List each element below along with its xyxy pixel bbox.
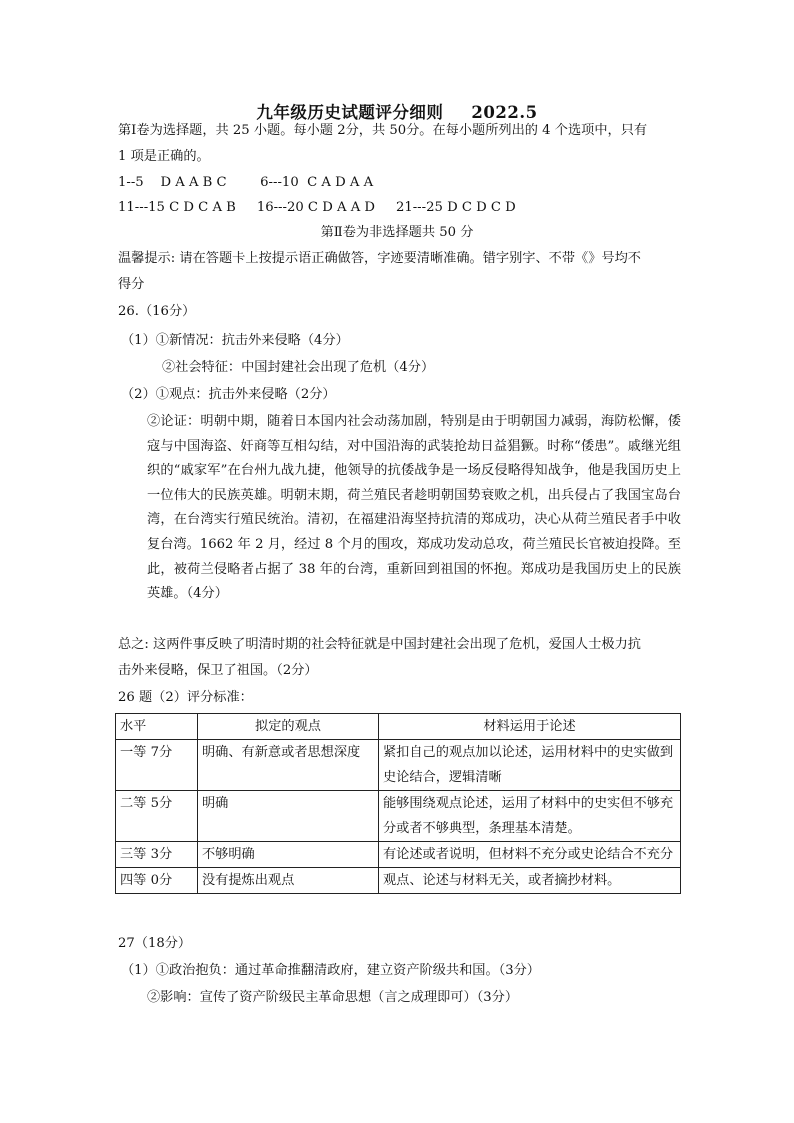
table-header-material: 材料运用于论述	[379, 714, 681, 740]
table-header-level: 水平	[116, 714, 198, 740]
table-cell-view: 不够明确	[198, 842, 379, 868]
table-row	[116, 842, 681, 868]
q26-1-social-feature: ②社会特征：中国封建社会出现了危机（4分）	[162, 360, 435, 375]
part1-intro-line1: 第Ⅰ卷为选择题，共 25 小题。每小题 2分，共 50分。在每小题所列出的 4 个选项中，只有	[118, 123, 648, 138]
table-cell-level: 四等 0分	[116, 868, 198, 894]
summary-line1: 总之: 这两件事反映了明清时期的社会特征就是中国封建社会出现了危机，爱国人士极力抗	[118, 637, 641, 652]
table-caption: 26 题（2）评分标准：	[118, 690, 253, 705]
table-cell-view: 没有提炼出观点	[198, 868, 379, 894]
answers-row-2: 11---15 C D C A B 16---20 C D A A D 21---25 D C D C D	[118, 200, 516, 215]
q26-heading: 26.（16分）	[118, 304, 196, 319]
summary-line2: 击外来侵略，保卫了祖国。（2分）	[118, 663, 318, 678]
table-cell-level: 三等 3分	[116, 842, 198, 868]
table-cell-material: 有论述或者说明，但材料不充分或史论结合不充分	[379, 842, 681, 868]
q26-2-argument	[133, 410, 681, 607]
title-year: 2022.5	[471, 103, 538, 122]
part2-title: 第Ⅱ卷为非选择题共 50 分	[320, 225, 474, 240]
table-cell-material: 能够围绕观点论述，运用了材料中的史实但不够充分或者不够典型，条理基本清楚。	[379, 791, 681, 842]
part1-intro-line2: 1 项是正确的。	[118, 149, 210, 164]
q27-1-ambition: （1）①政治抱负：通过革命推翻清政府，建立资产阶级共和国。（3分）	[121, 963, 540, 978]
argument-text: ②论证：明朝中期，随着日本国内社会动荡加剧，特别是由于明朝国力减弱，海防松懈，倭寇与中国海盗、奸商等互相勾结，对中国沿海的武装抢劫日益猖獗。时称“倭患”。戚继光组织的“戚家军”在台州九战九捷，他领导的抗倭战争是一场反侵略得知战争，他是我国历史上一位伟大的民族英雄。明朝末期，荷兰殖民者趁明朝国势衰败之机，出兵侵占了我国宝岛台湾，在台湾实行殖民统治。清初，在福建沿海坚持抗清的郑成功，决心从荷兰殖民者手中收复台湾。1662 年 2 月，经过 8 个月的围攻，郑成功发动总攻，荷兰殖民长官被迫投降。至此，被荷兰侵略者占据了 38 年的台湾，重新回到祖国的怀抱。郑成功是我国历史上的民族英雄。（4分）	[147, 414, 681, 602]
table-cell-view: 明确、有新意或者思想深度	[198, 740, 379, 791]
tip-line1: 温馨提示: 请在答题卡上按提示语正确做答，字迹要清晰准确。错字别字、不带《》号均不	[118, 251, 641, 266]
scoring-table	[115, 713, 681, 894]
q27-heading: 27（18分）	[118, 936, 192, 951]
table-cell-material: 紧扣自己的观点加以论述，运用材料中的史实做到史论结合，逻辑清晰	[379, 740, 681, 791]
q26-2-viewpoint: （2）①观点：抗击外来侵略（2分）	[121, 387, 336, 402]
table-cell-material: 观点、论述与材料无关，或者摘抄材料。	[379, 868, 681, 894]
table-row	[116, 868, 681, 894]
q26-1-new-situation: （1）①新情况：抗击外来侵略（4分）	[121, 333, 349, 348]
table-cell-level: 一等 7分	[116, 740, 198, 791]
table-cell-level: 二等 5分	[116, 791, 198, 842]
answers-row-1: 1--5 D A A B C 6---10 C A D A A	[118, 175, 374, 190]
table-header-row	[116, 714, 681, 740]
table-header-view: 拟定的观点	[198, 714, 379, 740]
table-row	[116, 740, 681, 791]
q27-1-influence: ②影响：宣传了资产阶级民主革命思想（言之成理即可）（3分）	[147, 990, 519, 1005]
tip-line2: 得分	[118, 277, 145, 292]
title-text: 九年级历史试题评分细则	[256, 103, 444, 122]
table-cell-view: 明确	[198, 791, 379, 842]
table-row	[116, 791, 681, 842]
